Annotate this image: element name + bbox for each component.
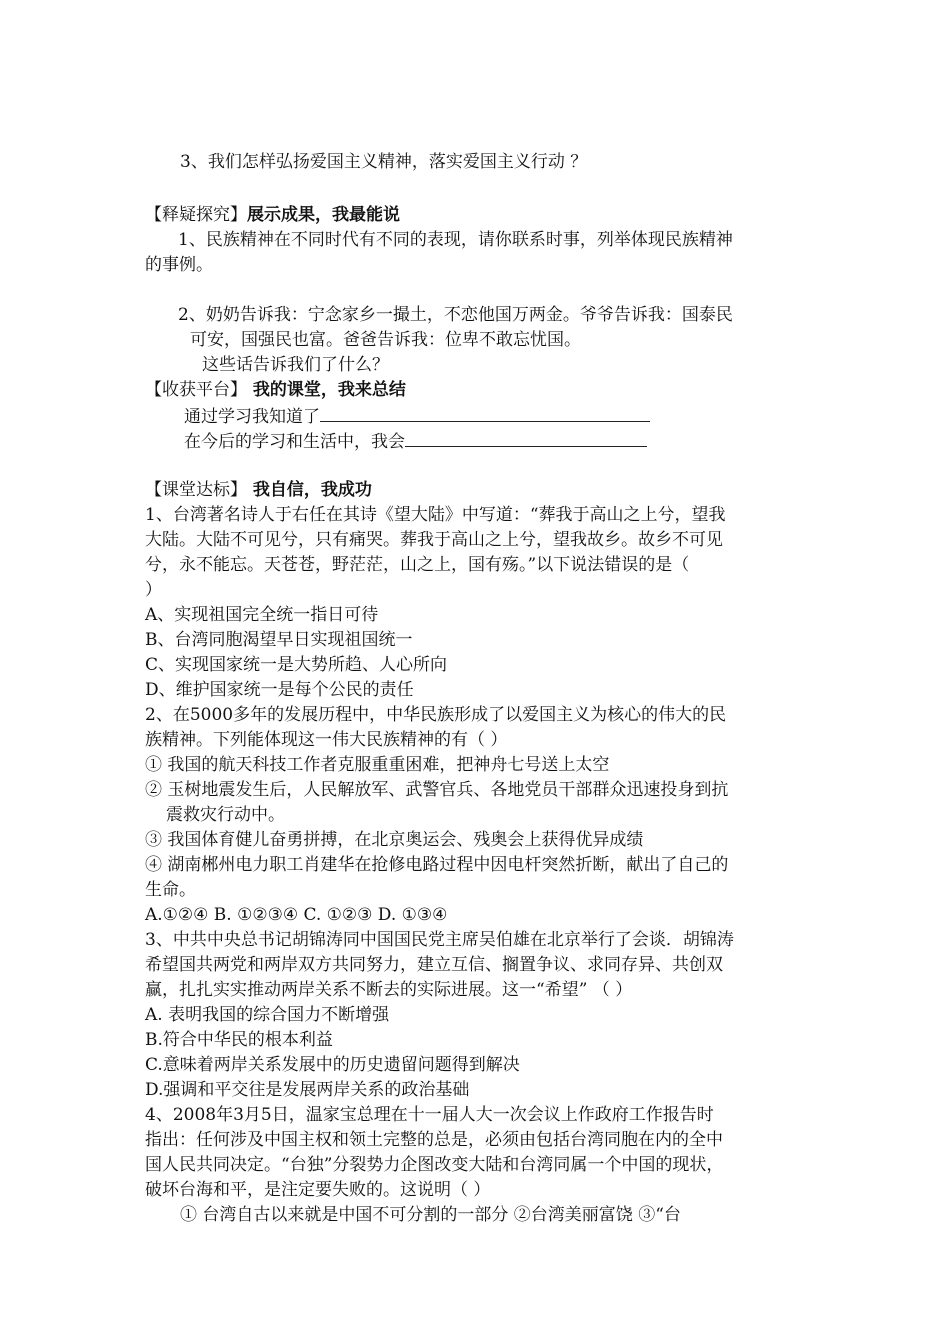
text: C.意味着两岸关系发展中的历史遗留问题得到解决 xyxy=(145,1055,520,1075)
practice-q1-option-b xyxy=(145,628,413,652)
section-heading-practice xyxy=(145,478,372,502)
practice-q1-option-a xyxy=(145,603,378,627)
section-tag: 【释疑探究】 xyxy=(145,205,247,225)
text: 赢，扎扎实实推动两岸关系不断去的实际进展。这一“希望” （ ） xyxy=(145,980,633,1000)
practice-q4-line5 xyxy=(180,1203,681,1227)
text: 在今后的学习和生活中，我会 xyxy=(184,432,405,452)
section-heading-harvest xyxy=(145,378,406,402)
practice-q3-line2 xyxy=(145,953,723,977)
practice-q2-options xyxy=(145,903,447,927)
text: 希望国共两党和两岸双方共同努力，建立互信、搁置争议、求同存异、共创双 xyxy=(145,955,723,975)
practice-q3-option-c xyxy=(145,1053,520,1077)
section-title: 我的课堂，我来总结 xyxy=(247,380,406,400)
practice-q3-option-a xyxy=(145,1003,389,1027)
text: 震救灾行动中。 xyxy=(166,805,285,825)
answer-blank[interactable] xyxy=(405,428,647,447)
practice-q3-option-d xyxy=(145,1078,469,1102)
practice-q3-line3 xyxy=(145,978,632,1002)
text: ） xyxy=(145,580,162,600)
practice-q1-line4 xyxy=(145,578,162,602)
text: 4、2008年3月5日，温家宝总理在十一届人大一次会议上作政府工作报告时 xyxy=(145,1105,714,1125)
previous-question-3 xyxy=(180,150,587,174)
explore-q1-line2 xyxy=(145,253,213,277)
text: 破坏台海和平，是注定要失败的。这说明（ ） xyxy=(145,1180,491,1200)
practice-q3-option-b xyxy=(145,1028,333,1052)
text: ② 玉树地震发生后，人民解放军、武警官兵、各地党员干部群众迅速投身到抗 xyxy=(145,780,729,800)
text: 指出：任何涉及中国主权和领土完整的总是，必须由包括台湾同胞在内的全中 xyxy=(145,1130,723,1150)
text: 3、我们怎样弘扬爱国主义精神，落实爱国主义行动 ？ xyxy=(180,152,588,172)
practice-q2-line1 xyxy=(145,703,726,727)
practice-q4-line1 xyxy=(145,1103,714,1127)
practice-q4-line2 xyxy=(145,1128,723,1152)
answer-blank[interactable] xyxy=(320,403,650,422)
practice-q2-item1 xyxy=(145,753,609,777)
text: 3、中共中央总书记胡锦涛同中国国民党主席吴伯雄在北京举行了会谈．胡锦涛 xyxy=(145,930,734,950)
practice-q1-option-d xyxy=(145,678,414,702)
text: 可安，国强民也富。爸爸告诉我：位卑不敢忘忧国。 xyxy=(190,330,581,350)
text: 兮，永不能忘。天苍苍，野茫茫，山之上，国有殇。”以下说法错误的是（ xyxy=(145,555,690,575)
explore-q2-line3 xyxy=(202,353,389,377)
practice-q1-line2 xyxy=(145,528,723,552)
section-heading-explore xyxy=(145,203,400,227)
practice-q2-item4-line2 xyxy=(145,878,196,902)
text: A、实现祖国完全统一指日可待 xyxy=(145,605,379,625)
text: A. 表明我国的综合国力不断增强 xyxy=(145,1005,390,1025)
practice-q1-option-c xyxy=(145,653,447,677)
practice-q1-line1 xyxy=(145,503,726,527)
explore-q1-line1 xyxy=(178,228,733,252)
text: 国人民共同决定。“台独”分裂势力企图改变大陆和台湾同属一个中国的现状， xyxy=(145,1155,724,1175)
text: 2、奶奶告诉我：宁念家乡一撮土，不恋他国万两金。爷爷告诉我：国泰民 xyxy=(178,305,733,325)
text: B.符合中华民的根本利益 xyxy=(145,1030,333,1050)
explore-q2-line1 xyxy=(178,303,733,327)
text: B、台湾同胞渴望早日实现祖国统一 xyxy=(145,630,413,650)
practice-q2-line2 xyxy=(145,728,507,752)
practice-q2-item4-line1 xyxy=(145,853,728,877)
text: ④ 湖南郴州电力职工肖建华在抢修电路过程中因电杆突然折断，献出了自己的 xyxy=(145,855,729,875)
text: 大陆。大陆不可见兮，只有痛哭。葬我于高山之上兮，望我故乡。故乡不可见 xyxy=(145,530,723,550)
text: 生命。 xyxy=(145,880,196,900)
text: 的事例。 xyxy=(145,255,213,275)
practice-q1-line3 xyxy=(145,553,689,577)
text: 通过学习我知道了 xyxy=(184,407,320,427)
practice-q4-line4 xyxy=(145,1178,490,1202)
section-title: 展示成果，我最能说 xyxy=(247,205,400,225)
section-title: 我自信，我成功 xyxy=(247,480,372,500)
explore-q2-line2 xyxy=(190,328,581,352)
practice-q3-line1 xyxy=(145,928,734,952)
practice-q2-item3 xyxy=(145,828,643,852)
practice-q2-item2-line2 xyxy=(166,803,285,827)
text: 1、民族精神在不同时代有不同的表现，请你联系时事，列举体现民族精神 xyxy=(178,230,733,250)
text: D、维护国家统一是每个公民的责任 xyxy=(145,680,414,700)
text: A.①②④ B. ①②③④ C. ①②③ D. ①③④ xyxy=(145,905,448,925)
text: 族精神。下列能体现这一伟大民族精神的有（ ） xyxy=(145,730,508,750)
summary-line-1 xyxy=(184,403,650,429)
text: D.强调和平交往是发展两岸关系的政治基础 xyxy=(145,1080,470,1100)
text: 2、在5000多年的发展历程中，中华民族形成了以爱国主义为核心的伟大的民 xyxy=(145,705,727,725)
section-tag: 【收获平台】 xyxy=(145,380,247,400)
text: 1、台湾著名诗人于右任在其诗《望大陆》中写道：“葬我于高山之上兮，望我 xyxy=(145,505,726,525)
text: ① 我国的航天科技工作者克服重重困难，把神舟七号送上太空 xyxy=(145,755,610,775)
text: C、实现国家统一是大势所趋、人心所向 xyxy=(145,655,448,675)
section-tag: 【课堂达标】 xyxy=(145,480,247,500)
practice-q4-line3 xyxy=(145,1153,723,1177)
text: ① 台湾自古以来就是中国不可分割的一部分 ②台湾美丽富饶 ③“台 xyxy=(180,1205,681,1225)
summary-line-2 xyxy=(184,428,647,454)
text: 这些话告诉我们了什么？ xyxy=(202,355,389,375)
practice-q2-item2-line1 xyxy=(145,778,728,802)
text: ③ 我国体育健儿奋勇拼搏，在北京奥运会、残奥会上获得优异成绩 xyxy=(145,830,644,850)
